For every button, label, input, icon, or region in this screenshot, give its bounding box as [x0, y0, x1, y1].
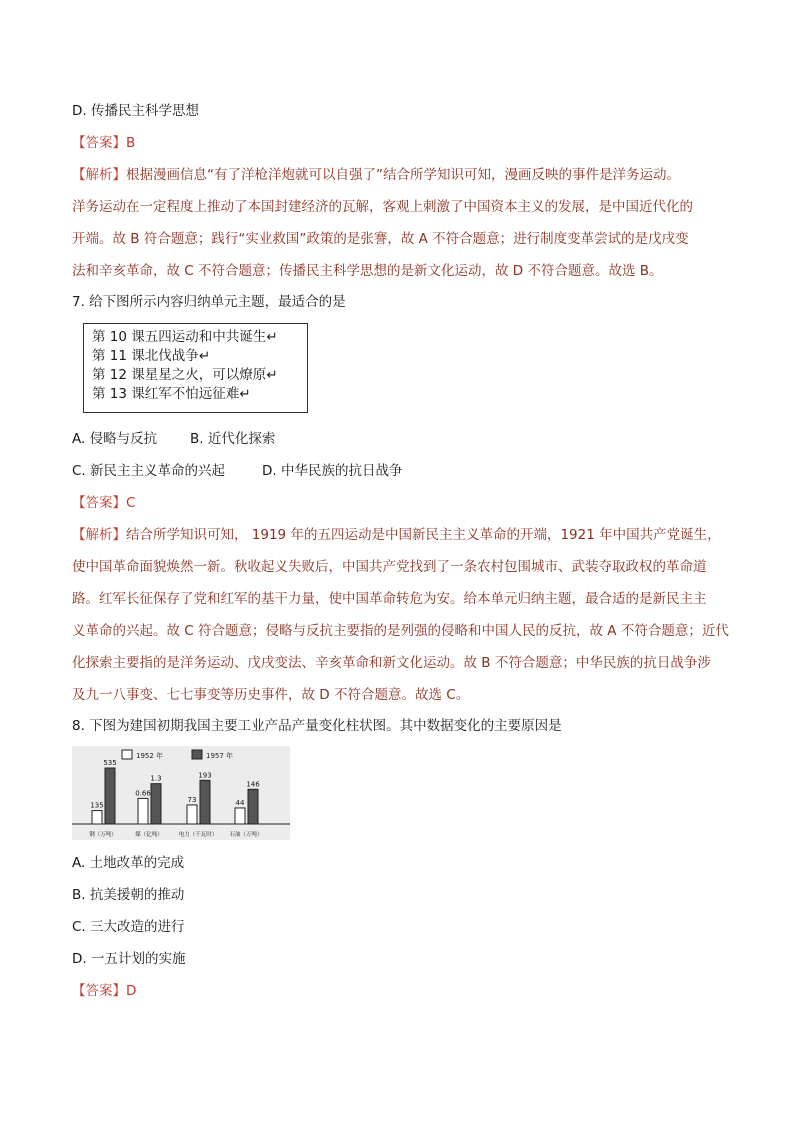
q6-analysis-line-4: 法和辛亥革命，故 C 不符合题意；传播民主科学思想的是新文化运动，故 D 不符合题意。故选 B。: [72, 263, 663, 279]
unit-lesson-10: 第 10 课五四运动和中共诞生↵: [92, 329, 278, 345]
bar-0-0: [92, 811, 102, 824]
answer-value: C: [126, 495, 136, 511]
data-label-0-3: 44: [235, 798, 245, 807]
analysis-tag: 【解析】: [72, 167, 126, 183]
q6-analysis-line-1: [72, 166, 680, 184]
bar-0-3: [235, 808, 245, 824]
category-label-2: 电力（千瓦时）: [178, 832, 218, 838]
q8-option-b: B. 抗美援朝的推动: [72, 887, 185, 903]
data-label-1-2: 193: [198, 771, 212, 780]
q7-stem: 7. 给下图所示内容归纳单元主题，最适合的是: [72, 294, 346, 310]
q7-answer: [72, 494, 135, 512]
bar-chart-svg: [72, 746, 290, 840]
q8-option-d: D. 一五计划的实施: [72, 951, 186, 967]
data-label-0-2: 73: [187, 795, 197, 804]
data-label-1-0: 535: [103, 759, 117, 767]
q7-analysis-line-2: 使中国革命面貌焕然一新。秋收起义失败后，中国共产党找到了一条农村包围城市、武装夺取政权的革命道: [72, 559, 707, 575]
q7-analysis-line-6: 及九一八事变、七七事变等历史事件，故 D 不符合题意。故选 C。: [72, 687, 470, 703]
legend-label-0: 1952 年: [136, 752, 164, 760]
bar-0-2: [187, 805, 197, 824]
analysis-tag: 【解析】: [72, 527, 126, 543]
q7-option-a: A. 侵略与反抗: [72, 431, 158, 447]
data-label-0-0: 135: [90, 801, 104, 810]
q7-analysis-line-3: 路。红军长征保存了党和红军的基干力量，使中国革命转危为安。给本单元归纳主题，最合适的是新民主主: [72, 591, 707, 607]
unit-lesson-13: 第 13 课红军不怕远征难↵: [92, 386, 251, 402]
q8-option-a: A. 土地改革的完成: [72, 855, 185, 871]
answer-value: D: [126, 983, 137, 999]
legend-swatch-0: [122, 750, 132, 759]
category-label-0: 钢（万吨）: [89, 832, 117, 838]
analysis-text: 结合所学知识可知， 1919 年的五四运动是中国新民主主义革命的开端，1921 年中国共产党诞生，: [126, 527, 721, 543]
answer-tag: 【答案】: [72, 135, 126, 151]
q8-answer: [72, 982, 136, 1000]
q8-option-c: C. 三大改造的进行: [72, 919, 185, 935]
data-label-1-1: 1.3: [150, 774, 162, 783]
bar-1-3: [248, 789, 258, 824]
bar-1-1: [151, 784, 161, 824]
q6-analysis-line-3: 开端。故 B 符合题意；践行“实业救国”政策的是张謇，故 A 不符合题意；进行制度变革尝试的是戊戌变: [72, 231, 689, 247]
industrial-output-bar-chart: [72, 746, 290, 840]
analysis-text: 根据漫画信息“有了洋枪洋炮就可以自强了”结合所学知识可知，漫画反映的事件是洋务运动。: [126, 167, 680, 183]
data-label-1-3: 146: [246, 780, 260, 789]
q7-option-c: C. 新民主主义革命的兴起: [72, 463, 226, 479]
category-label-1: 煤（亿吨）: [135, 832, 163, 838]
unit-lesson-11: 第 11 课北伐战争↵: [92, 348, 211, 364]
bar-1-2: [200, 780, 210, 824]
q7-unit-box: [83, 323, 308, 413]
q7-option-d: D. 中华民族的抗日战争: [262, 463, 403, 479]
legend-swatch-1: [192, 750, 202, 759]
data-label-0-1: 0.66: [135, 789, 151, 798]
q6-answer: [72, 134, 135, 152]
q6-option-d: D. 传播民主科学思想: [72, 103, 199, 119]
q6-analysis-line-2: 洋务运动在一定程度上推动了本国封建经济的瓦解，客观上刺激了中国资本主义的发展，是中国近代化的: [72, 199, 693, 215]
q8-stem: 8. 下图为建国初期我国主要工业产品产量变化柱状图。其中数据变化的主要原因是: [72, 718, 562, 734]
bar-1-0: [105, 768, 115, 824]
bar-0-1: [138, 798, 148, 824]
legend-label-1: 1957 年: [206, 752, 234, 760]
answer-value: B: [126, 135, 136, 151]
q7-analysis-line-1: [72, 526, 721, 544]
category-label-3: 石油（万吨）: [229, 832, 263, 838]
answer-tag: 【答案】: [72, 495, 126, 511]
unit-lesson-12: 第 12 课星星之火，可以燎原↵: [92, 367, 278, 383]
q7-analysis-line-4: 义革命的兴起。故 C 符合题意；侵略与反抗主要指的是列强的侵略和中国人民的反抗，故 A 不符合题意；近代: [72, 623, 729, 639]
q7-option-b: B. 近代化探索: [190, 431, 276, 447]
answer-tag: 【答案】: [72, 983, 126, 999]
q7-analysis-line-5: 化探索主要指的是洋务运动、戊戌变法、辛亥革命和新文化运动。故 B 不符合题意；中华民族的抗日战争涉: [72, 655, 711, 671]
